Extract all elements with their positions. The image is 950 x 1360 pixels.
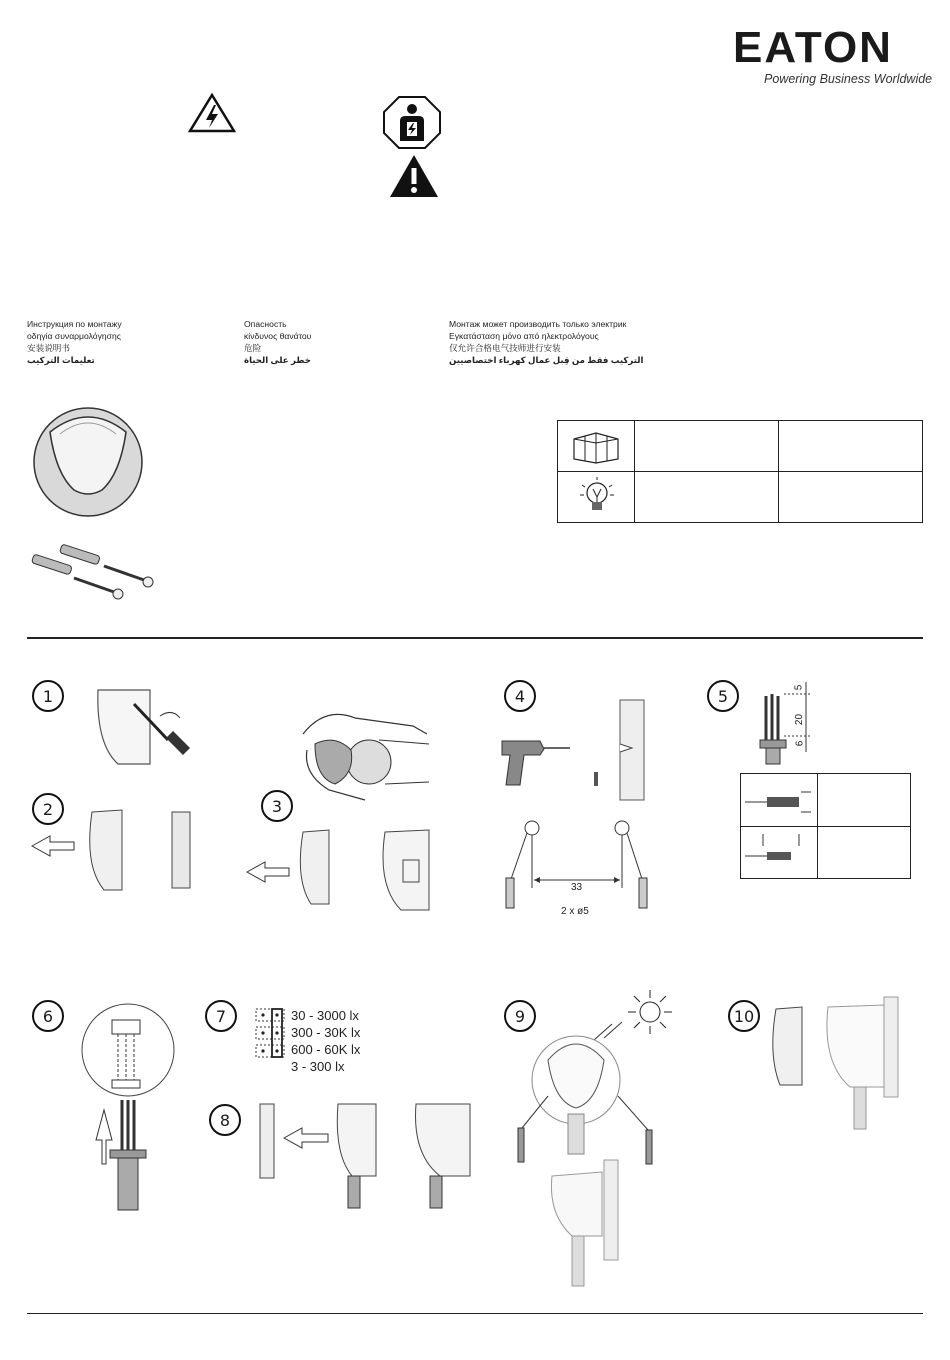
package-icon (570, 429, 622, 465)
sensor-product-illustration (30, 404, 146, 520)
lux-range: 600 - 60K lx (291, 1042, 361, 1057)
hole-spacing-label: 33 (571, 882, 583, 893)
step-2-illustration (28, 806, 198, 891)
strip-length-bottom: 6 (794, 740, 806, 747)
step-8-marker: 8 (209, 1104, 241, 1136)
hand-illustration (295, 704, 435, 806)
wire-specification-table (740, 773, 911, 879)
brand-name: EATON (733, 23, 893, 72)
step-1-marker: 1 (32, 680, 64, 712)
strip-length-icon (745, 832, 815, 872)
lux-range: 3 - 300 lx (291, 1059, 345, 1074)
footer-divider (27, 1313, 923, 1314)
step-9-marker: 9 (504, 1000, 536, 1032)
step-9-mounting-illustration (512, 1010, 652, 1290)
text-line: Монтаж может производить только электрик (449, 319, 627, 329)
electrician-only-text (449, 318, 709, 366)
text-line: Εγκατάσταση μόνο από ηλεκτρολόγους (449, 331, 599, 341)
section-divider (27, 637, 923, 639)
step-1-illustration (90, 684, 200, 769)
lux-jumper-settings-icon (254, 1007, 288, 1061)
danger-text (244, 318, 424, 366)
text-line: Опасность (244, 319, 287, 329)
general-warning-icon (388, 153, 440, 199)
step-8-illustration (252, 1100, 477, 1210)
cable-stripping-illustration (744, 680, 824, 766)
step-3-marker: 3 (261, 790, 293, 822)
strip-length-mid: 20 (794, 713, 806, 726)
package-contents-table (557, 420, 923, 523)
text-line: Инструкция по монтажу (27, 319, 122, 329)
step-10-illustration (766, 995, 916, 1135)
light-bulb-icon (576, 475, 618, 519)
step-3-illustration (245, 826, 435, 912)
step-10-marker: 10 (728, 1000, 760, 1032)
strip-length-top: 5 (793, 684, 805, 691)
wall-section-illustration (588, 698, 648, 803)
installation-instructions-text (27, 318, 217, 366)
text-line: οδηγία συναρμολόγησης (27, 331, 121, 341)
lux-range: 30 - 3000 lx (291, 1008, 359, 1023)
drill-illustration (500, 735, 580, 790)
brand-tagline: Powering Business Worldwide (764, 72, 933, 86)
text-line: 危险 (244, 343, 262, 353)
lux-range-list (291, 1007, 360, 1075)
step-6-marker: 6 (32, 1000, 64, 1032)
step-4-marker: 4 (504, 680, 536, 712)
text-line: 仅允许合格电气技师进行安装 (449, 343, 561, 353)
text-line: تعليمات التركيب (27, 355, 95, 365)
drilling-template-illustration (498, 818, 658, 914)
brand-logo (733, 23, 893, 72)
high-voltage-warning-icon (188, 93, 236, 133)
text-line: التركيب فقط من قِبل عمال كهرباء اختصاصيين (449, 355, 644, 365)
screws-and-plugs-illustration (24, 546, 159, 604)
text-line: خطر على الحياة (244, 355, 311, 365)
wire-cross-section-icon (745, 786, 815, 816)
hole-diameter-label: 2 x ø5 (561, 906, 589, 917)
text-line: 安装说明书 (27, 343, 70, 353)
electrician-only-icon (382, 95, 442, 150)
step-2-marker: 2 (32, 793, 64, 825)
step-5-marker: 5 (707, 680, 739, 712)
lux-range: 300 - 30K lx (291, 1025, 361, 1040)
step-6-wiring-illustration (78, 1000, 178, 1212)
step-7-marker: 7 (205, 1000, 237, 1032)
text-line: κίνδυνος θανάτου (244, 331, 312, 341)
